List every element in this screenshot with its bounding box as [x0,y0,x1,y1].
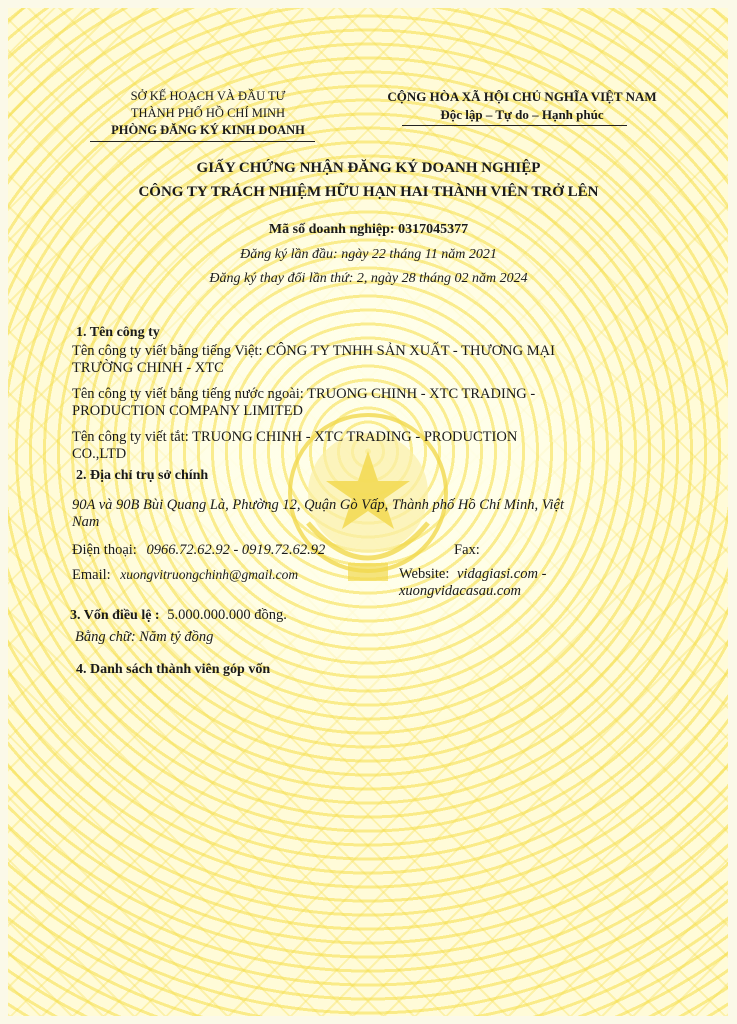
enterprise-code: Mã số doanh nghiệp: 0317045377 [268,222,469,237]
first-registration-date: Đăng ký lần đầu: ngày 22 tháng 11 năm 2021 [240,247,497,262]
phone-value: 0966.72.62.92 - 0919.72.62.92 [146,542,326,558]
capital-in-words: Bằng chữ: Năm tỷ đồng [75,629,214,645]
website-value-line1: vidagiasi.com - [457,566,547,582]
section-address-heading: 2. Địa chỉ trụ sở chính [76,468,209,483]
section-company-name-heading: 1. Tên công ty [76,325,160,340]
certificate-paper [8,8,728,1016]
company-type-title: CÔNG TY TRÁCH NHIỆM HỮU HẠN HAI THÀNH VIÊN TRỞ LÊN [138,184,599,200]
vietnamese-name-line2: TRƯỜNG CHINH - XTC [72,360,224,376]
motto-underline [402,125,627,126]
phone-row [72,542,325,559]
issuing-authority [78,88,338,139]
foreign-name-line2: PRODUCTION COMPANY LIMITED [72,403,303,419]
website-label: Website: [399,566,450,582]
section-capital-heading: 3. Vốn điều lệ : [70,608,160,623]
certificate-title: GIẤY CHỨNG NHẬN ĐĂNG KÝ DOANH NGHIỆP [196,160,541,176]
website-value-line2: xuongvidacasau.com [399,583,522,599]
phone-label: Điện thoại: [72,542,137,558]
email-row [72,566,298,584]
capital-amount: 5.000.000.000 đồng. [167,607,287,623]
address-line1: 90A và 90B Bùi Quang Là, Phường 12, Quận Gò Vấp, Thành phố Hồ Chí Minh, Việt [72,497,564,513]
authority-underline [90,141,315,142]
foreign-name-line1: Tên công ty viết bằng tiếng nước ngoài: TRUONG CHINH - XTC TRADING - [72,386,536,402]
address-line2: Nam [72,514,100,530]
motto-line: Độc lập – Tự do – Hạnh phúc [440,107,604,122]
charter-capital-row [70,607,287,624]
national-motto [352,88,692,124]
email-label: Email: [72,567,111,583]
vietnamese-name-line1: Tên công ty viết bằng tiếng Việt: CÔNG TY TNHH SẢN XUẤT - THƯƠNG MẠI [72,343,555,359]
authority-line-city: THÀNH PHỐ HỒ CHÍ MINH [130,106,286,120]
website-row [399,566,546,583]
country-name: CỘNG HÒA XÃ HỘI CHỦ NGHĨA VIỆT NAM [387,89,657,104]
section-members-heading: 4. Danh sách thành viên góp vốn [76,662,271,677]
change-registration-date: Đăng ký thay đổi lần thứ: 2, ngày 28 tháng 02 năm 2024 [209,271,528,286]
authority-line-office: PHÒNG ĐĂNG KÝ KINH DOANH [111,123,305,137]
short-name-line2: CO.,LTD [72,446,127,462]
short-name-line1: Tên công ty viết tắt: TRUONG CHINH - XTC TRADING - PRODUCTION [72,429,518,445]
authority-line-department: SỞ KẾ HOẠCH VÀ ĐẦU TƯ [130,89,286,103]
email-value: xuongvitruongchinh@gmail.com [120,567,299,582]
fax-label: Fax: [454,542,480,558]
